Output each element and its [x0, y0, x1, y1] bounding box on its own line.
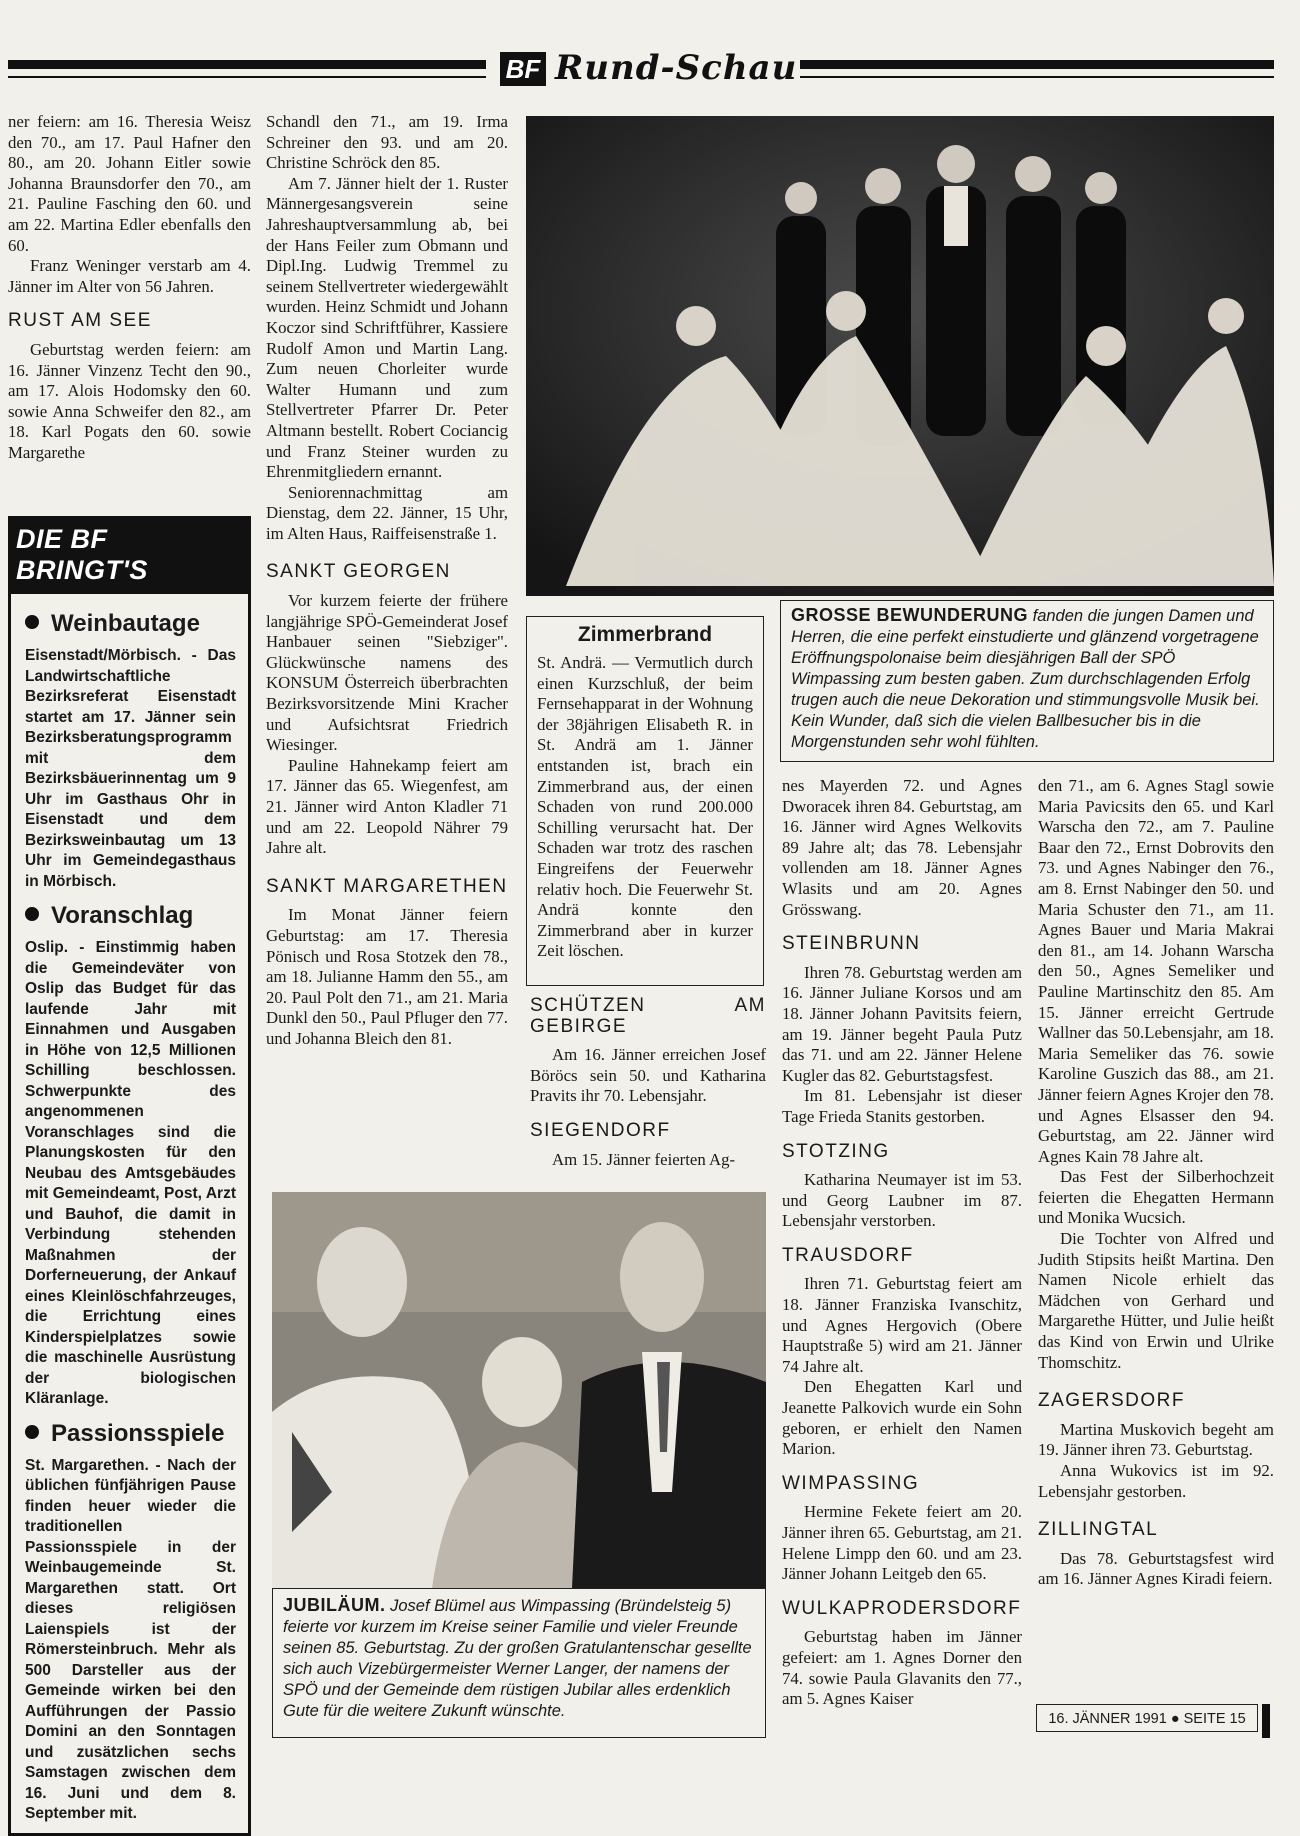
col4-steinbrunn-text2: Im 81. Lebensjahr ist dieser Tage Frieda Stanits gestorben. — [782, 1086, 1022, 1126]
col5-zagersdorf-text: Martina Muskovich begeht am 19. Jänner ihren 73. Geburtstag. — [1038, 1419, 1274, 1460]
family-photo — [272, 1192, 766, 1588]
place-heading-rust: RUST AM SEE — [8, 310, 152, 332]
zimmerbrand-heading: Zimmerbrand — [577, 623, 713, 646]
column-1 — [8, 112, 251, 464]
col5-zagersdorf-text2: Anna Wukovics ist im 92. Lebensjahr gestorben. — [1038, 1461, 1274, 1501]
col2-senioren: Seniorennachmittag am Dienstag, dem 22. Jänner, 15 Uhr, im Alten Haus, Raiffeisenstraße 1. — [266, 482, 508, 543]
col5-silberhochzeit: Das Fest der Silberhochzeit feierten die Ehegatten Hermann und Monika Wucsich. — [1038, 1167, 1274, 1228]
col1-death-notice: Franz Weninger verstarb am 4. Jänner im Alter von 56 Jahren. — [8, 256, 251, 296]
place-heading-trausdorf: TRAUSDORF — [782, 1244, 914, 1266]
bullet-icon — [25, 1425, 39, 1439]
ball-photo-caption — [780, 600, 1274, 762]
place-heading-zagersdorf: ZAGERSDORF — [1038, 1390, 1185, 1412]
bf-item-text: St. Margarethen. - Nach der üblichen fünfjährigen Pause finden heuer wieder die traditionellen Passionsspiele in der Weinbaugemeinde St. Margarethen statt. Ort dieses religiösen Laienspiels ist der Römersteinbruch. Mehr als 500 Darsteller aus der Gemeinde wirken bei den Aufführungen der Passio Domini an den Sonntagen und zusätzlichen sechs Samstagen zwischen dem 16. Juni und dem 8. September mit. — [25, 1456, 236, 1822]
bf-item-title: Voranschlag — [25, 902, 236, 930]
col1-intro: ner feiern: am 16. Theresia Weisz den 70., am 17. Paul Hafner den 80., am 20. Johann Eitler sowie Johanna Braunsdorfer den 70., am 21. Pauline Fasching den 60. und am 22. Martina Edler ebenfalls den 60. — [8, 112, 251, 255]
col3-schuetzen-text: Am 16. Jänner erreichen Josef Böröcs sein 50. und Katharina Pravits ihr 70. Lebensjahr. — [530, 1045, 766, 1106]
ball-photo — [526, 116, 1274, 596]
footer-bar — [1262, 1704, 1270, 1738]
zimmerbrand-box — [526, 616, 764, 986]
bullet-icon — [25, 907, 39, 921]
column-4 — [782, 776, 1022, 1710]
footer-page-number: SEITE 15 — [1183, 1711, 1246, 1727]
col4-wimpassing-text: Hermine Fekete feiert am 20. Jänner ihren 65. Geburtstag, am 21. Helene Limpp den 60. und am 23. Jänner Johann Leitgeb den 65. — [782, 1502, 1022, 1584]
col5-tochter: Die Tochter von Alfred und Judith Stipsits heißt Martina. Den Namen Nicole erhielt das Mädchen von Gerhard und Margarethe Hütter, und Julie heißt das Kind von Erwin und Ulrike Thomschitz. — [1038, 1229, 1274, 1372]
family-photo-caption — [272, 1588, 766, 1738]
caption-lead: JUBILÄUM. — [283, 1595, 386, 1615]
place-heading-zillingtal: ZILLINGTAL — [1038, 1519, 1159, 1541]
col5-intro: den 71., am 6. Agnes Stagl sowie Maria Pavicsits den 65. und Karl Warscha den 72., am 7. Pauline Baar den 72., Ernst Dobrovits den 73. und Agnes Nabinger den 76., am 8. Ernst Nabinger den 50. und Maria Schuster den 71., am 11. Agnes Bauer und Maria Makrai den 81., am 14. Johann Warscha den 50., Agnes Semeliker und Pauline Martinschitz den 85. Am 15. Jänner erreicht Gertrude Wallner das 50.Lebensjahr, am 18. Maria Semeliker das 76. sowie Karoline Guszich das 88., am 21. Jänner feiern Agnes Krojer den 78. und Agnes Elsasser den 94. Geburtstag, am 22. Jänner wird Agnes Kain 78 Jahre alt. — [1038, 776, 1274, 1166]
col4-trausdorf-text: Ihren 71. Geburtstag feiert am 18. Jänner Franziska Ivanschitz, und Agnes Hergovich (Obere Hauptstraße 5) wird am 21. Jänner 74 Jahre alt. — [782, 1274, 1022, 1376]
ball-photo-image — [526, 116, 1274, 596]
caption-text: fanden die jungen Damen und Herren, die eine perfekt einstudierte und glänzend vorgetragene Eröffnungspolonaise beim diesjährigen Ball der SPÖ Wimpassing zum besten gaben. Zum durchschlagenden Erfolg trugen auch die neue Dekoration und stimmungsvolle Musik bei. Kein Wunder, daß sich die vielen Ballbesucher bis in die Morgenstunden sehr wohl fühlten. — [791, 607, 1260, 751]
bullet-icon — [25, 615, 39, 629]
place-heading-stotzing: STOTZING — [782, 1140, 890, 1162]
column-2 — [266, 112, 508, 1050]
col4-trausdorf-text2: Den Ehegatten Karl und Jeanette Palkovich wurde ein Sohn geboren, er erhielt den Namen Marion. — [782, 1377, 1022, 1459]
caption-text: Josef Blümel aus Wimpassing (Bründelsteig 5) feierte vor kurzem im Kreise seiner Familie und vieler Freunde seinen 85. Geburtstag. Zu der großen Gratulantenschar gesellte sich auch Vizebürgermeister Werner Langer, der namens der SPÖ und der Gemeinde dem rüstigen Jubilar alles erdenklich Gute für die weitere Zukunft wünschte. — [283, 1597, 752, 1720]
place-heading-sankt-georgen: SANKT GEORGEN — [266, 561, 451, 583]
col2-georgen-text2: Pauline Hahnekamp feiert am 17. Jänner das 65. Wiegenfest, am 21. Jänner wird Anton Kladler 71 und am 22. Leopold Nährer 79 Jahre alt. — [266, 755, 508, 858]
bullet-icon: ● — [1170, 1711, 1180, 1727]
col4-intro: nes Mayerden 72. und Agnes Dworacek ihren 84. Geburtstag, am 16. Jänner wird Agnes Welkovits 89 Jahre alt; das 78. Lebensjahr vollenden am 18. Jänner Agnes Wlasits und am 20. Agnes Grösswang. — [782, 776, 1022, 919]
col2-georgen-text: Vor kurzem feierte der frühere langjährige SPÖ-Gemeinderat Josef Hanbauer seinen "Siebziger". Glückwünsche namens des KONSUM Österreich überbrachten Bezirksvorsitzende Mini Kracher und Aufsichtsrat Friedrich Wiesinger. — [266, 591, 508, 755]
bf-bringts-box — [8, 516, 251, 1836]
col2-margarethen-text: Im Monat Jänner feiern Geburtstag: am 17. Theresia Pönisch und Rosa Stotzek den 78., am 18. Julianne Hamm den 55., am 20. Paul Polt den 71., am 21. Maria Dunkl den 50., Paul Pfluger den 77. und Johanna Bleich den 81. — [266, 905, 508, 1048]
column-3 — [530, 996, 766, 1170]
col4-stotzing-text: Katharina Neumayer ist im 53. und Georg Laubner im 87. Lebensjahr verstorben. — [782, 1170, 1022, 1231]
col4-wulka-text: Geburtstag haben im Jänner gefeiert: am 1. Agnes Dorner den 74. sowie Paula Glavanits den 77., am 5. Agnes Kaiser — [782, 1627, 1022, 1709]
col4-steinbrunn-text: Ihren 78. Geburtstag werden am 16. Jänner Juliane Korsos und am 18. Jänner Johann Pavitsits feiern, am 19. Jänner begeht Paula Putz das 71. und am 22. Jänner Helene Kugler das 82. Geburtstagsfest. — [782, 962, 1022, 1085]
footer-date: 16. JÄNNER 1991 — [1048, 1711, 1167, 1727]
place-heading-sankt-margarethen: SANKT MARGARETHEN — [266, 875, 508, 897]
place-heading-siegendorf: SIEGENDORF — [530, 1119, 671, 1141]
section-title-logo: Rund-Schau — [555, 48, 798, 88]
col1-rust-text: Geburtstag werden feiern: am 16. Jänner Vinzenz Techt den 90., am 17. Alois Hodomsky den 60. sowie Anna Schweifer den 82., am 18. Karl Pogats den 60. sowie Margarethe — [8, 339, 251, 462]
place-heading-steinbrunn: STEINBRUNN — [782, 933, 921, 955]
bf-item-title: Passionsspiele — [25, 1420, 236, 1448]
bf-item-title: Weinbautage — [25, 610, 236, 638]
family-photo-image — [272, 1192, 766, 1588]
bf-item-text: Eisenstadt/Mörbisch. - Das Landwirtschaftliche Bezirksreferat Eisenstadt startet am 17. Jänner sein Bezirksberatungsprogramm mit dem Bezirksbäuerinnentag um 9 Uhr im Gasthaus Ohr in Eisenstadt und dem Bezirksweinbautag um 13 Uhr im Gemeindegasthaus in Mörbisch. — [25, 647, 236, 890]
col3-siegendorf-text: Am 15. Jänner feierten Ag- — [552, 1149, 736, 1169]
place-heading-wulkaprodersdorf: WULKAPRODERSDORF — [782, 1597, 1022, 1619]
place-heading-schuetzen: SCHÜTZEN AM GEBIRGE — [530, 995, 766, 1037]
column-5 — [1038, 776, 1274, 1590]
page-footer — [1036, 1704, 1258, 1732]
bf-bringts-heading: DIE BF BRINGT'S — [8, 516, 251, 594]
bf-item-text: Oslip. - Einstimmig haben die Gemeindeväter von Oslip das Budget für das laufende Jahr mit Einnahmen und Ausgaben in Höhe von 12,5 Millionen Schilling beschlossen. Schwerpunkte des angenommenen Voranschlages sind die Planungskosten für den Neubau des Amtsgebäudes mit Gemeindeamt, Post, Arzt und Bauhof, die damit in Verbindung stehenden Maßnahmen der Dorferneuerung, der Ankauf eines Kleinlöschfahrzeuges, die Errichtung eines Kinderspielplatzes sowie die maschinelle Ausrüstung der biologischen Kläranlage. — [25, 939, 236, 1407]
bf-logo-badge: BF — [500, 52, 546, 86]
caption-lead: GROSSE BEWUNDERUNG — [791, 605, 1029, 625]
zimmerbrand-text: St. Andrä. — Vermutlich durch einen Kurzschluß, der beim Fernsehapparat in der Wohnung der 38jährigen Elisabeth R. in St. Andrä am 1. Jänner entstanden ist, brach ein Zimmerbrand aus, der einen Schaden von rund 200.000 Schilling verursacht hat. Der Schaden war trotz des raschen Eingreifens der Feuerwehr relativ hoch. Die Feuerwehr St. Andrä konnte den Zimmerbrand aber in kurzer Zeit löschen. — [537, 653, 753, 961]
col2-verein: Am 7. Jänner hielt der 1. Ruster Männergesangsverein seine Jahreshauptversammlung ab, bei der Hans Feiler zum Obmann und Dipl.Ing. Ludwig Tremmel zu seinem Stellvertreter wiedergewählt wurden. Heinz Schmidt und Johann Koczor sind Schriftführer, Kassiere Rudolf Amon und Martin Lang. Zum neuen Chorleiter wurde Walter Humann und zum Stellvertreter Pfarrer Dr. Peter Altmann bestellt. Robert Cociancig und Franz Steiner wurden zu Ehrenmitgliedern ernannt. — [266, 173, 508, 482]
col5-zillingtal-text: Das 78. Geburtstagsfest wird am 16. Jänner Agnes Kiradi feiern. — [1038, 1548, 1274, 1589]
col2-intro: Schandl den 71., am 19. Irma Schreiner den 93. und am 20. Christine Schröck den 85. — [266, 112, 508, 173]
place-heading-wimpassing: WIMPASSING — [782, 1472, 920, 1494]
